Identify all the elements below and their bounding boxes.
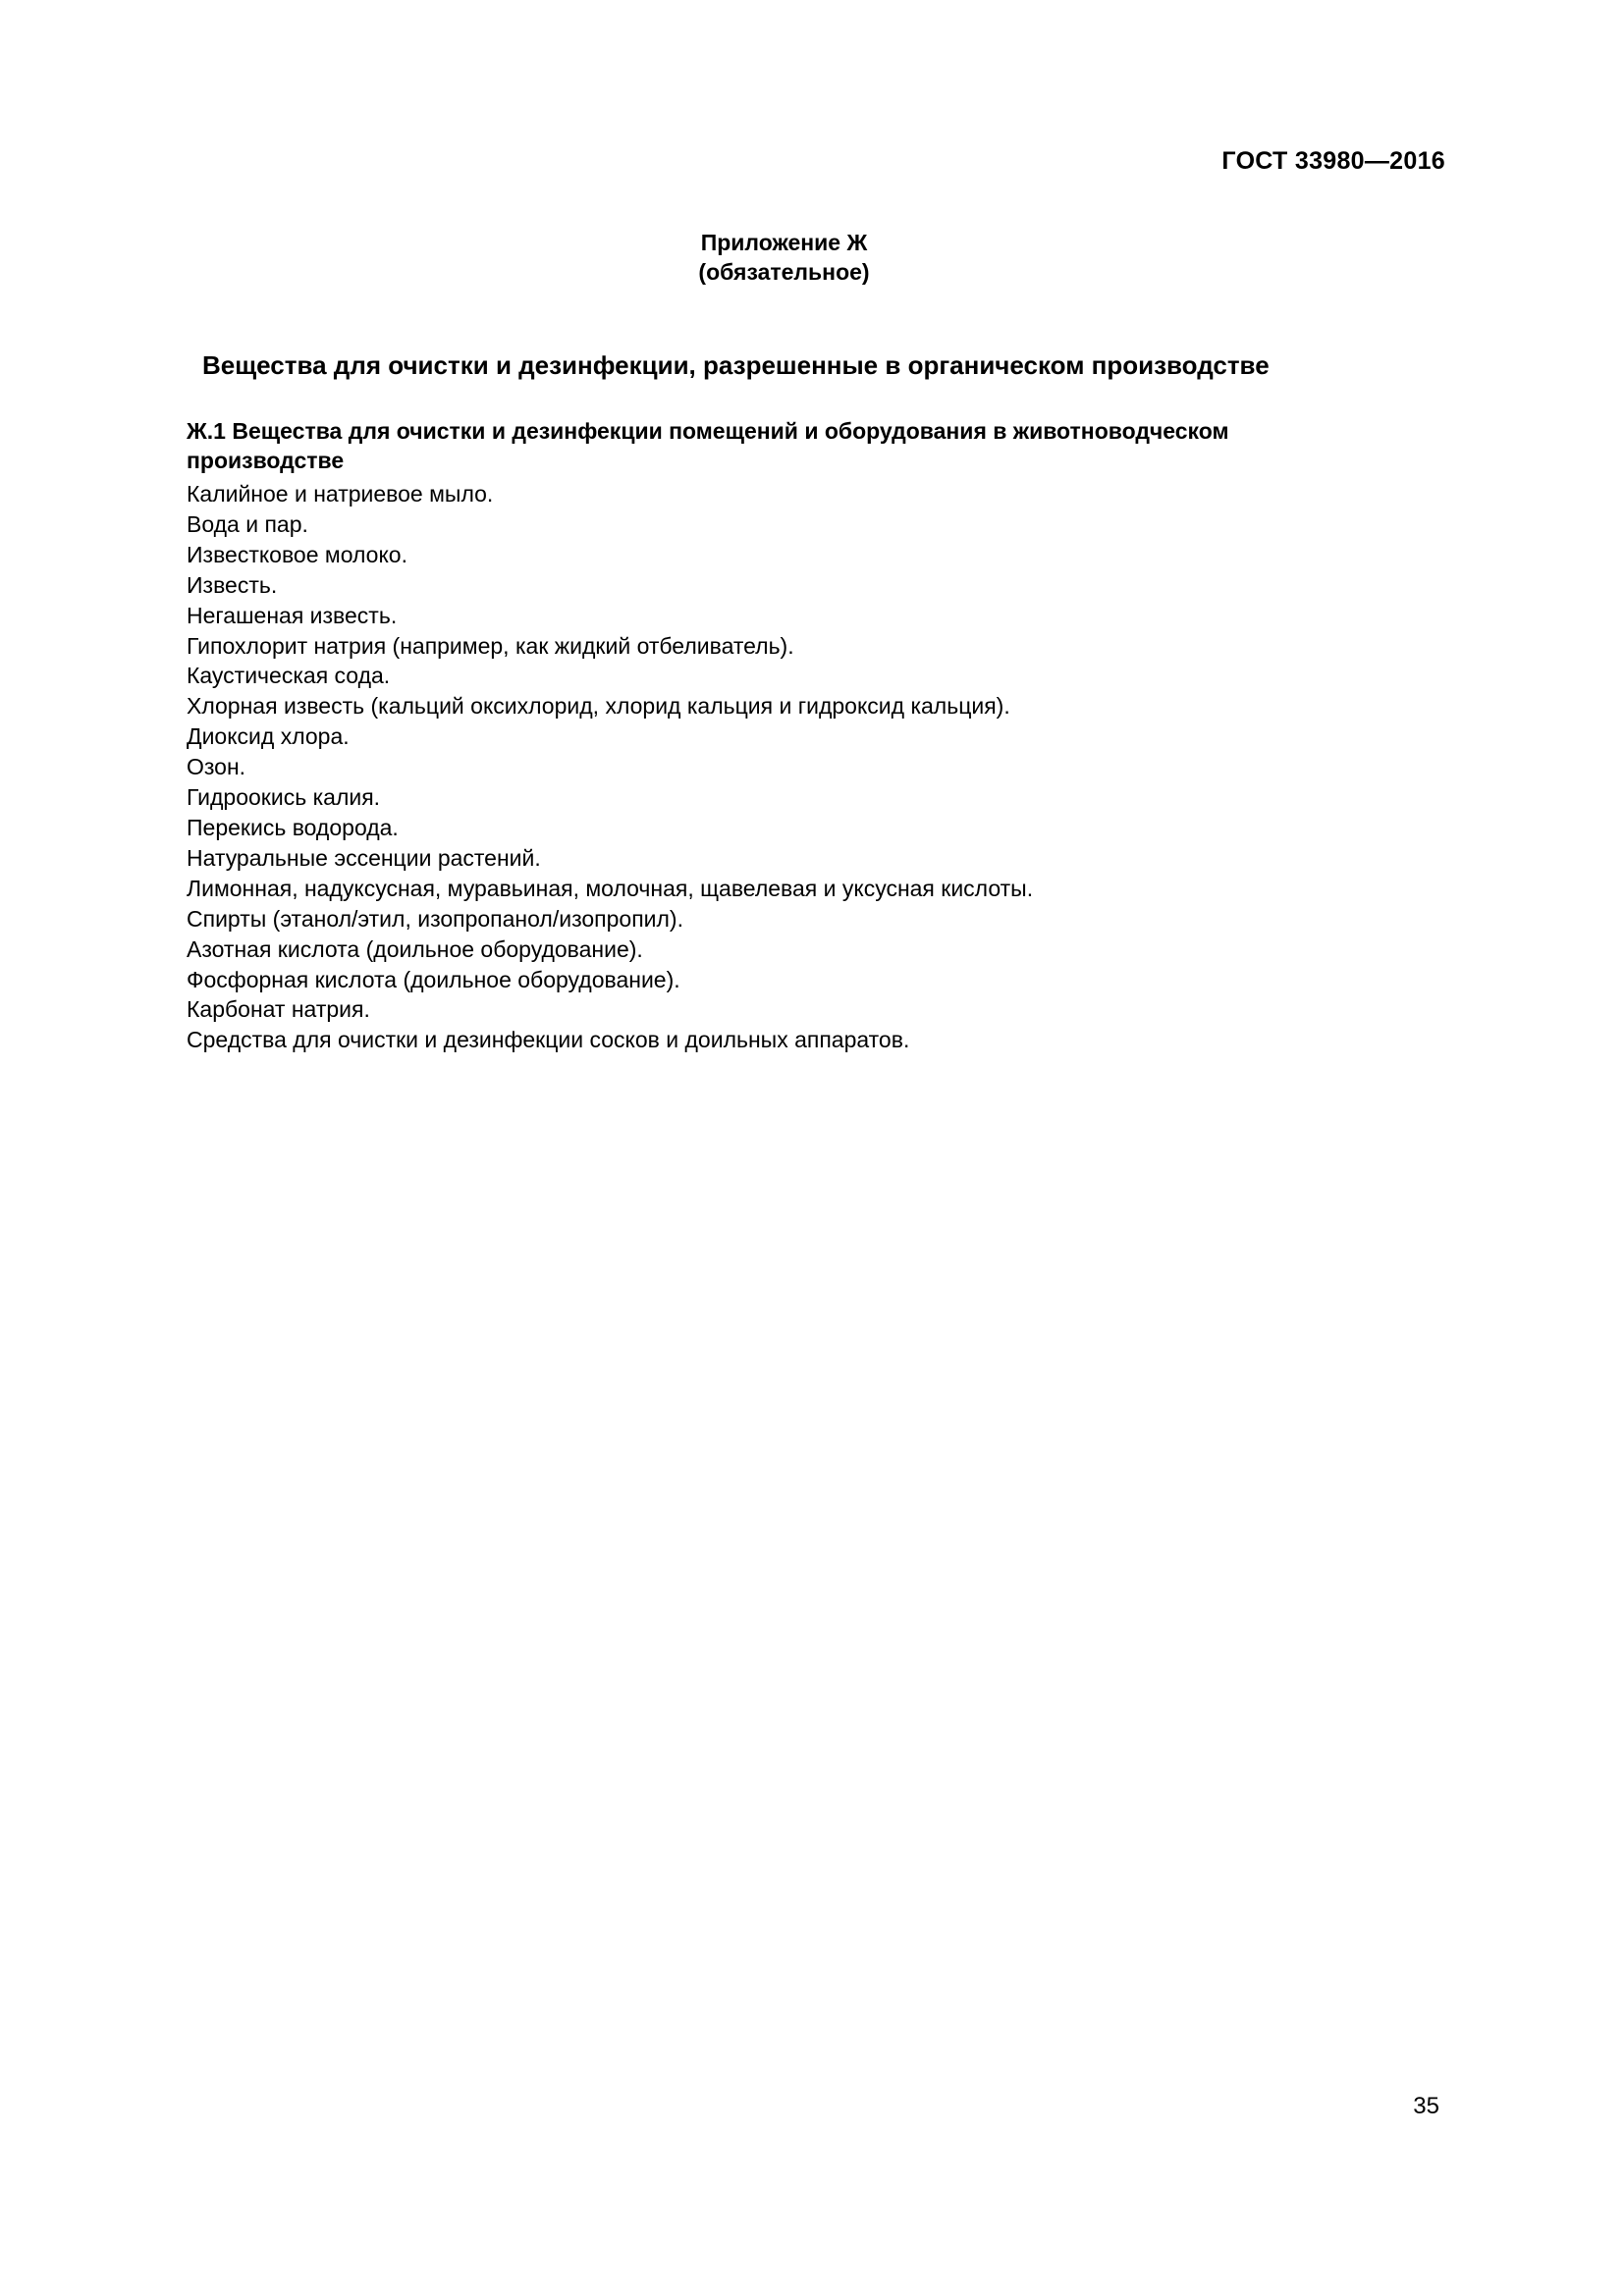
list-item: Гидроокись калия. — [187, 784, 381, 811]
list-item: Средства для очистки и дезинфекции сосков и доильных аппаратов. — [187, 1027, 910, 1053]
section-heading-line2: производстве — [187, 448, 345, 473]
list-item: Карбонат натрия. — [187, 996, 370, 1023]
annex-block — [0, 228, 1568, 287]
list-item: Известковое молоко. — [187, 541, 407, 567]
list-item: Озон. — [187, 754, 246, 780]
list-item: Вода и пар. — [187, 510, 308, 537]
list-item: Спирты (этанол/этил, изопропанол/изопропил). — [187, 905, 683, 932]
list-item: Калийное и натриевое мыло. — [187, 481, 494, 507]
list-item: Азотная кислота (доильное оборудование). — [187, 935, 643, 962]
list-item: Натуральные эссенции растений. — [187, 844, 541, 871]
standard-code-header: ГОСТ 33980—2016 — [1221, 147, 1445, 175]
section-zh1 — [187, 416, 1394, 1055]
annex-title: Приложение Ж — [700, 230, 868, 255]
list-item: Гипохлорит натрия (например, как жидкий отбеливатель). — [187, 632, 794, 659]
list-item: Каустическая сода. — [187, 663, 391, 689]
list-item: Известь. — [187, 571, 278, 598]
list-item: Хлорная известь (кальций оксихлорид, хлорид кальция и гидроксид кальция). — [187, 693, 1010, 720]
list-item: Лимонная, надуксусная, муравьиная, молочная, щавелевая и уксусная кислоты. — [187, 875, 1034, 901]
substance-list — [187, 479, 1394, 1055]
list-item: Перекись водорода. — [187, 814, 399, 840]
page-title: Вещества для очистки и дезинфекции, разрешенные в органическом производстве — [202, 350, 1270, 380]
section-heading-line1: Ж.1 Вещества для очистки и дезинфекции помещений и оборудования в животноводческом — [187, 418, 1229, 444]
list-item: Диоксид хлора. — [187, 723, 350, 750]
section-heading — [187, 416, 1394, 475]
list-item: Фосфорная кислота (доильное оборудование). — [187, 966, 680, 992]
list-item: Негашеная известь. — [187, 602, 398, 628]
annex-status: (обязательное) — [698, 259, 870, 285]
page-number: 35 — [1413, 2093, 1439, 2119]
